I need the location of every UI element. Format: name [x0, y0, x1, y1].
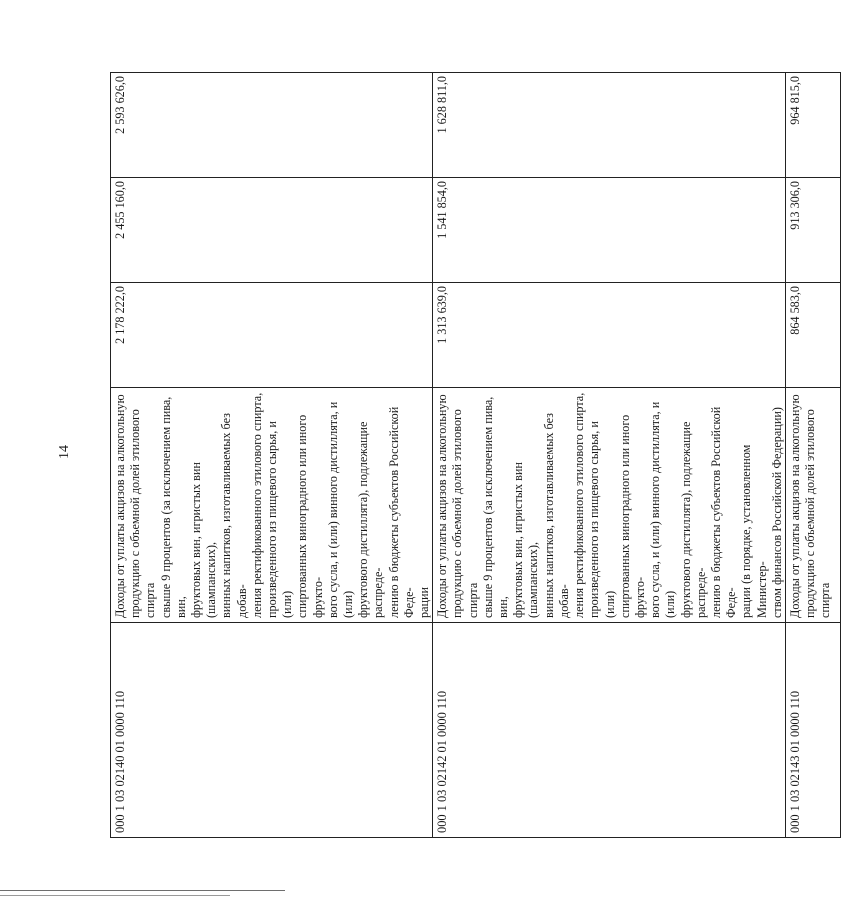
- row-value-year-1: 2 178 222,0: [111, 283, 433, 388]
- row-code: 000 1 03 02143 01 0000 110: [785, 623, 840, 838]
- table-row: [111, 73, 433, 838]
- row-value-year-3: 2 593 626,0: [111, 73, 433, 178]
- row-description: Доходы от уплаты акцизов на алкогольную продукцию с объемной долей этилового спирта свыше 9 процентов (за исключением пива, вин, фруктовых вин, игристых вин (шампанских), винных напитков, изготавливаемых без добав- ления ректификованного этилового спирта, произведенного из пищевого сырья, и (или) спиртованных виноградного или иного фрукто- вого сусла, и (или) винного дистиллята, и (или) фруктового дистиллята), подлежащие распреде- лению в бюджеты субъектов Российской Феде- рации (в порядке, установленном Министер- ством финансов Российской Федерации): [433, 388, 786, 623]
- scan-edge-line: [0, 890, 285, 891]
- row-value-year-1: 1 313 639,0: [433, 283, 786, 388]
- row-value-year-2: 913 306,0: [785, 178, 840, 283]
- revenue-table: [110, 72, 841, 838]
- row-value-year-2: 2 455 160,0: [111, 178, 433, 283]
- row-description: Доходы от уплаты акцизов на алкогольную продукцию с объемной долей этилового спирта свыше 9 процентов (за исключением пива, вин, фруктовых вин, игристых вин (шампанских), винных напитков, изготавливаемых без добав- ления ректификованного этилового спирта, произведенного из пищевого сырья, и (или) спиртованных виноградного или иного фрукто- вого сусла, и (или) винного дистиллята, и (или) фруктового дистиллята), подлежащие распреде- лению в бюджеты субъектов Российской Феде- рации: [111, 388, 433, 623]
- row-value-year-3: 964 815,0: [785, 73, 840, 178]
- page-number: 14: [57, 445, 72, 459]
- rotated-table-container: [110, 73, 833, 838]
- row-value-year-3: 1 628 811,0: [433, 73, 786, 178]
- row-code: 000 1 03 02142 01 0000 110: [433, 623, 786, 838]
- row-code: 000 1 03 02140 01 0000 110: [111, 623, 433, 838]
- table-row: [433, 73, 786, 838]
- row-description: Доходы от уплаты акцизов на алкогольную продукцию с объемной долей этилового спирта: [785, 388, 840, 623]
- scan-edge-line: [0, 895, 230, 896]
- table-row: [785, 73, 840, 838]
- row-value-year-1: 864 583,0: [785, 283, 840, 388]
- row-value-year-2: 1 541 854,0: [433, 178, 786, 283]
